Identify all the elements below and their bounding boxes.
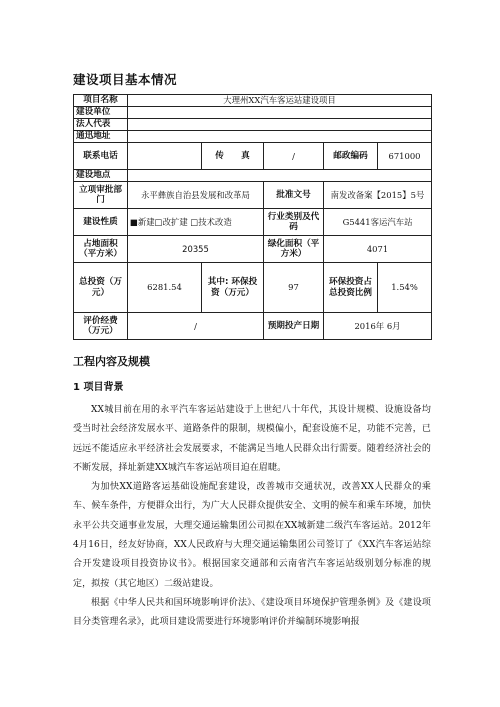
table-row xyxy=(74,263,432,313)
table-row xyxy=(74,236,432,263)
env-ratio-label: 环保投资占总投资比例 xyxy=(324,263,378,313)
phone-label: 联系电话 xyxy=(74,143,128,170)
project-name-value: 大理州XX汽车客运站建设项目 xyxy=(128,95,432,107)
subsection-heading: 1 项目背景 xyxy=(73,382,124,393)
approval-no-label: 批准文号 xyxy=(264,182,324,209)
table-row xyxy=(74,170,432,182)
nature-value: ■新建□改扩建 □技术改造 xyxy=(128,209,264,236)
approval-no-value: 南发改备案【2015】5号 xyxy=(324,182,432,209)
fax-label: 传 真 xyxy=(202,143,264,170)
green-label: 绿化面积（平方米） xyxy=(264,236,324,263)
paragraph: 根据《中华人民共和国环境影响评价法》、《建设项目环境保护管理条例》及《建设项目分类管理名录》，此项目建设需要进行环境影响评价并编制环境影响报 xyxy=(73,597,431,628)
project-info-table xyxy=(73,94,432,340)
body-text xyxy=(73,401,431,633)
postcode-label: 邮政编码 xyxy=(324,143,378,170)
table-row xyxy=(74,95,432,107)
location-label: 建设地点 xyxy=(74,170,128,182)
table-row xyxy=(74,119,432,131)
industry-value: G5441客运汽车站 xyxy=(324,209,432,236)
env-invest-value: 97 xyxy=(264,263,324,313)
table-row xyxy=(74,143,432,170)
legal-rep-value xyxy=(128,119,432,131)
project-name-label: 项目名称 xyxy=(74,95,128,107)
expected-date-label: 预期投产日期 xyxy=(264,313,324,340)
table-row xyxy=(74,131,432,143)
fax-value: / xyxy=(264,143,324,170)
table-row xyxy=(74,209,432,236)
paragraph: 为加快XX道路客运基础设施配套建设，改善城市交通状况，改善XX人民群众的乘车、候车条件，方便群众出行，为广大人民群众提供安全、文明的候车和乘车环境，加快永平公共交通事业发展，大理交通运输集团公司拟在XX城新建二级汽车客运站。2012年4月16日，经友好协商，XX人民政府与大理交通运输集团公司签订了《XX汽车客运站综合开发建设项目投资协议书》。根据国家交通部和云南省汽车客运站级别划分标准的规定，拟按（其它地区）二级站建设。 xyxy=(73,482,431,589)
phone-value xyxy=(128,143,202,170)
green-value: 4071 xyxy=(324,236,432,263)
table-row xyxy=(74,182,432,209)
approval-dept-label: 立项审批部门 xyxy=(74,182,128,209)
legal-rep-label: 法人代表 xyxy=(74,119,128,131)
page-title: 建设项目基本情况 xyxy=(73,72,178,87)
total-invest-value: 6281.54 xyxy=(128,263,202,313)
approval-dept-value: 永平彝族自治县发展和改革局 xyxy=(128,182,264,209)
area-label: 占地面积（平方米） xyxy=(74,236,128,263)
postcode-value: 671000 xyxy=(378,143,432,170)
address-label: 通迅地址 xyxy=(74,131,128,143)
industry-label: 行业类别及代码 xyxy=(264,209,324,236)
nature-label: 建设性质 xyxy=(74,209,128,236)
total-invest-label: 总投资（万元） xyxy=(74,263,128,313)
expected-date-value: 2016年 6月 xyxy=(324,313,432,340)
env-ratio-value: 1.54% xyxy=(378,263,432,313)
builder-label: 建设单位 xyxy=(74,107,128,119)
table-row xyxy=(74,107,432,119)
paragraph: XX城目前在用的永平汽车客运站建设于上世纪八十年代，其设计规模、设施设备均受当时社会经济发展水平、道路条件的限制，规模偏小，配套设施不足，功能不完善，已远远不能适应永平经济社会发展要求，不能满足当地人民群众出行需要。随着经济社会的不断发展，择址新建XX城汽车客运站项目迫在眉睫。 xyxy=(73,405,431,473)
env-invest-label: 其中: 环保投资（万元） xyxy=(202,263,264,313)
area-value: 20355 xyxy=(128,236,264,263)
eval-cost-value: / xyxy=(128,313,264,340)
table-row xyxy=(74,313,432,340)
eval-cost-label: 评价经费（万元） xyxy=(74,313,128,340)
location-value xyxy=(128,170,432,182)
address-value xyxy=(128,131,432,143)
builder-value xyxy=(128,107,432,119)
section-heading: 工程内容及规模 xyxy=(73,355,150,368)
